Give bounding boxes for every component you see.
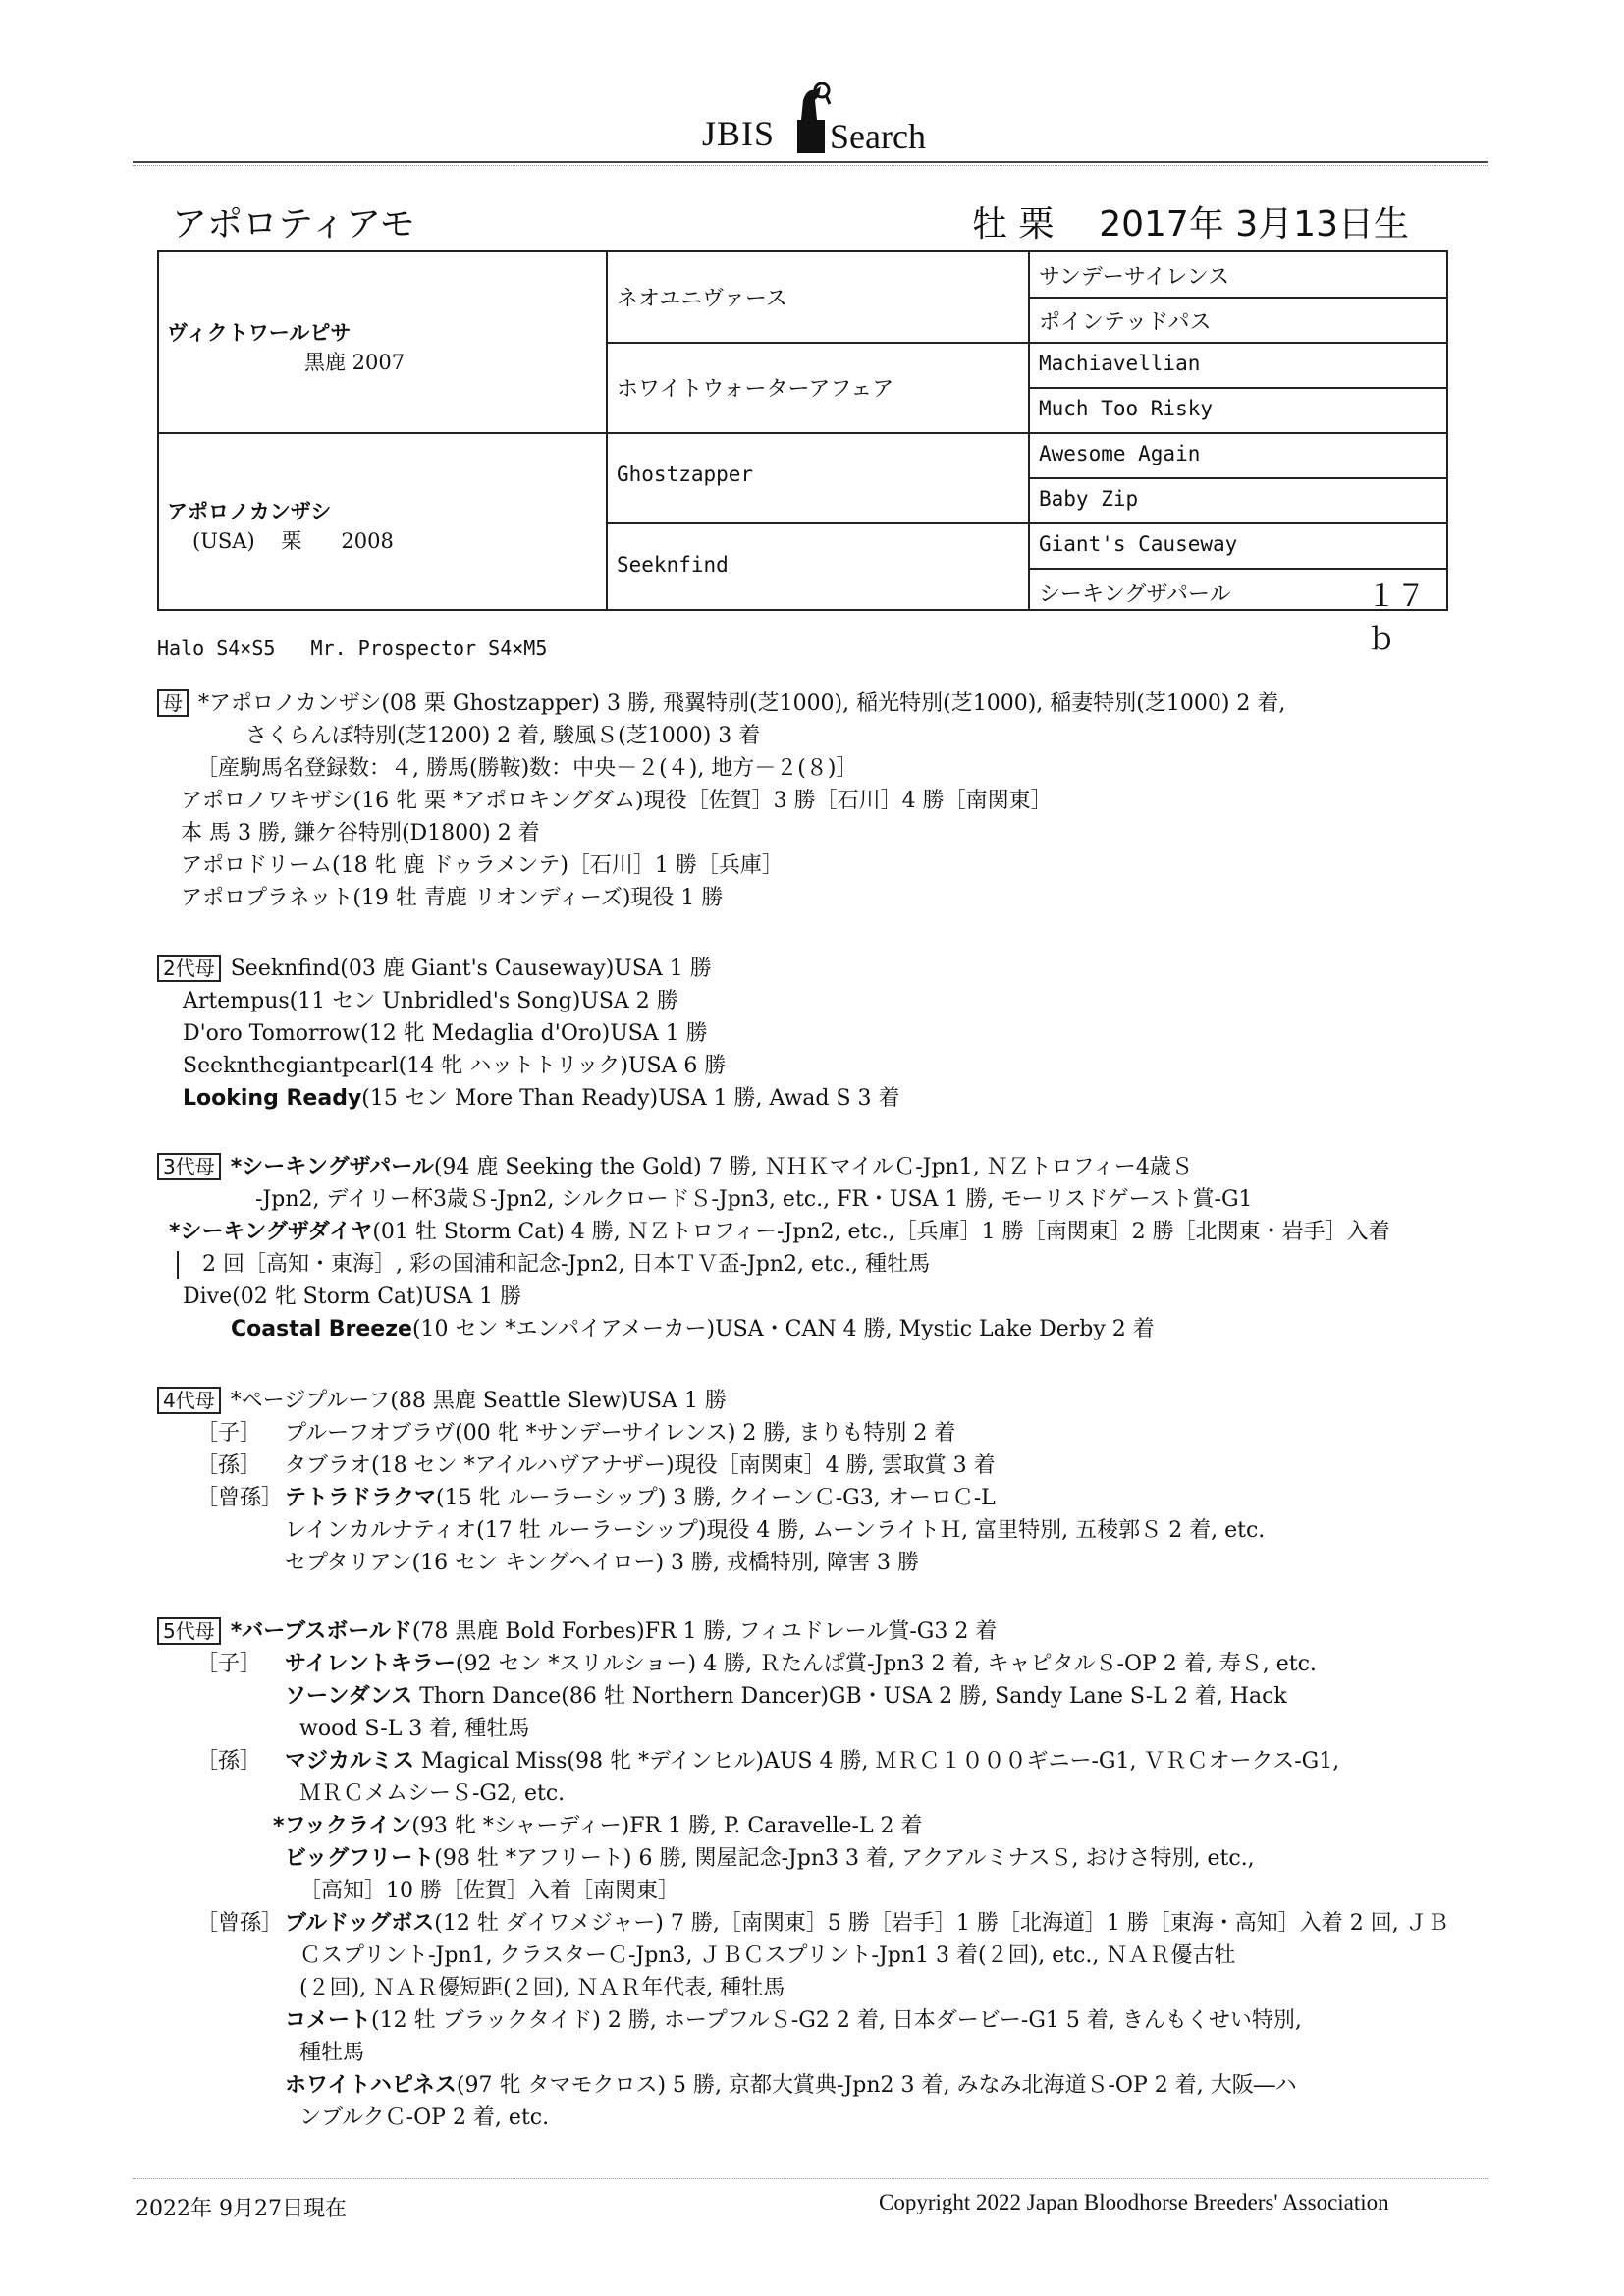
gen5-l10-rest: (12 牡 ダイワメジャー) 7 勝,［南関東］5 勝［岩手］1 勝［北海道］1 勝［東海・高知］入着 2 回, ＪＢ <box>434 1911 1449 1936</box>
gen5-tag: 5代母 <box>157 1617 221 1645</box>
gen4-line-6: セプタリアン(16 セン キングヘイロー) 3 勝, 戎橋特別, 障害 3 勝 <box>285 1551 920 1575</box>
header-rule-dotted <box>133 165 1488 166</box>
footer-copyright: Copyright 2022 Japan Bloodhorse Breeders' Association <box>879 2190 1389 2214</box>
horse-name: アポロティアモ <box>172 204 415 245</box>
gen5-himago-label: ［曾孫］ <box>196 1911 284 1936</box>
logo-search-text: Search <box>830 117 926 156</box>
gen5-l5-bold: マジカルミス <box>285 1749 415 1774</box>
gen3-3: Machiavellian <box>1039 352 1201 375</box>
dam-detail: (USA) 栗 2008 <box>192 529 394 553</box>
dam-line-5: 本 馬 3 勝, 鎌ケ谷特別(D1800) 2 着 <box>181 821 540 846</box>
dam-name: アポロノカンザシ <box>167 500 332 523</box>
sire-detail: 黒鹿 2007 <box>304 351 406 374</box>
sire-cell <box>167 317 405 376</box>
gen3-line-5: Dive(02 牝 Storm Cat)USA 1 勝 <box>183 1285 522 1309</box>
dam-line-6: アポロドリーム(18 牝 鹿 ドゥラメンテ)［石川］1 勝［兵庫］ <box>181 853 784 878</box>
jbis-search-logo <box>702 69 957 167</box>
footer-rule <box>133 2178 1488 2179</box>
gen5-l15-rest: (97 牝 タマモクロス) 5 勝, 京都大賞典-Jpn2 3 着, みなみ北海道Ｓ-OP 2 着, 大阪―ハ <box>456 2073 1297 2098</box>
gen4-line-1: *ページプルーフ(88 黒鹿 Seattle Slew)USA 1 勝 <box>230 1389 727 1413</box>
gen2-line-2: Artempus(11 セン Unbridled's Song)USA 2 勝 <box>183 989 678 1013</box>
gen3-line-4: 2 回［高知・東海］, 彩の国浦和記念-Jpn2, 日本ＴＶ盃-Jpn2, etc., 種牡馬 <box>202 1252 931 1277</box>
gen5-l2-bold: サイレントキラー <box>285 1652 456 1676</box>
gen5-l2-rest: (92 セン *スリルショー) 4 勝, Ｒたんぱ賞-Jpn3 2 着, キャピタルＳ-OP 2 着, 寿Ｓ, etc. <box>455 1652 1317 1676</box>
gen5-l3-bold: ソーンダンス <box>285 1684 413 1709</box>
gen5-line-9: ［高知］10 勝［佐賀］入着［南関東］ <box>299 1879 679 1903</box>
dam-tag: 母 <box>157 689 189 717</box>
gen5-l8-rest: (98 牡 *アフリート) 6 勝, 関屋記念-Jpn3 3 着, アクアルミナスＳ, おけさ特別, etc., <box>434 1846 1255 1871</box>
gen2-bold-rest: (15 セン More Than Ready)USA 1 勝, Awad S 3 着 <box>361 1086 900 1111</box>
gen3-tag: 3代母 <box>157 1153 221 1180</box>
gen4-tag: 4代母 <box>157 1387 221 1414</box>
dam-line-3: ［産駒馬名登録数：４, 勝馬(勝鞍)数：中央－２(４), 地方－２(８)］ <box>196 756 858 781</box>
dam-line-2: さくらんぼ特別(芝1200) 2 着, 駿風Ｓ(芝1000) 3 着 <box>245 724 761 748</box>
gen4-ko-label: ［子］ <box>196 1421 262 1446</box>
gen5-l13-rest: (12 牡 ブラックタイド) 2 勝, ホープフルＳ-G2 2 着, 日本ダービー-G1 5 着, きんもくせい特別, <box>371 2008 1302 2033</box>
gen3-l3-rest: (01 牡 Storm Cat) 4 勝, ＮＺトロフィー-Jpn2, etc.,［兵庫］1 勝［南関東］2 勝［北関東・岩手］入着 <box>372 1220 1390 1244</box>
gen5-l7-bold: *フックライン <box>273 1814 412 1838</box>
gen3-l3-bold: *シーキングザダイヤ <box>169 1220 373 1244</box>
gen3-l1-rest: (94 鹿 Seeking the Gold) 7 勝, ＮＨＫマイルＣ-Jpn1, ＮＺトロフィー4歳Ｓ <box>433 1155 1193 1179</box>
gen2-line-4: Seeknthegiantpearl(14 牝 ハットトリック)USA 6 勝 <box>183 1054 727 1078</box>
gen5-l7-rest: (93 牝 *シャーディー)FR 1 勝, P. Caravelle-L 2 着 <box>411 1814 923 1838</box>
gen2-sire-sire: ネオユニヴァース <box>617 287 787 311</box>
gen5-line-6: ＭＲＣメムシーＳ-G2, etc. <box>299 1781 566 1806</box>
gen3-l1-bold: *シーキングザパール <box>230 1155 434 1179</box>
gen2-line-3: D'oro Tomorrow(12 牝 Medaglia d'Oro)USA 1 勝 <box>183 1021 708 1046</box>
gen2-dam-section <box>157 953 900 1115</box>
gen5-line-14: 種牡馬 <box>299 2041 365 2065</box>
gen5-l8-bold: ビッグフリート <box>285 1846 435 1871</box>
footer-date: 2022年 9月27日現在 <box>135 2197 347 2221</box>
gen5-l15-bold: ホワイトハピネス <box>285 2073 457 2098</box>
header-rule <box>133 161 1488 163</box>
sire-name: ヴィクトワールピサ <box>167 321 352 345</box>
gen5-mago-label: ［孫］ <box>196 1749 262 1774</box>
gen4-line-5: レインカルナティオ(17 牡 ルーラーシップ)現役 4 勝, ムーンライトＨ, 富里特別, 五稜郭Ｓ 2 着, etc. <box>285 1518 1266 1543</box>
gen3-6: Baby Zip <box>1039 487 1139 511</box>
gen5-l10-bold: ブルドッグボス <box>285 1911 435 1936</box>
inbreeding-note: Halo S4×S5 Mr. Prospector S4×M5 <box>157 636 548 660</box>
gen5-l13-bold: コメート <box>285 2008 372 2033</box>
dam-line-7: アポロプラネット(19 牡 青鹿 リオンディーズ)現役 1 勝 <box>181 886 724 910</box>
gen5-l1-bold: *バーブスボールド <box>230 1619 412 1644</box>
gen3-5: Awesome Again <box>1039 442 1201 465</box>
gen2-tag: 2代母 <box>157 955 221 982</box>
gen2-dam-sire: Ghostzapper <box>617 463 754 486</box>
gen3-line-2: -Jpn2, デイリー杯3歳Ｓ-Jpn2, シルクロードＳ-Jpn3, etc., FR・USA 1 勝, モーリスドゲースト賞-G1 <box>255 1187 1253 1212</box>
gen3-8: シーキングザパール <box>1039 582 1231 607</box>
gen2-bold-name: Looking Ready <box>183 1086 362 1111</box>
gen5-dam-section <box>157 1615 1449 2134</box>
gen4-l4-rest: (15 牝 ルーラーシップ) 3 勝, クイーンＣ-G3, オーロＣ-L <box>436 1486 996 1510</box>
gen5-line-16: ンブルクＣ-OP 2 着, etc. <box>299 2105 550 2130</box>
gen5-line-4: wood S-L 3 着, 種牡馬 <box>299 1717 530 1741</box>
gen3-dam-section <box>157 1151 1390 1345</box>
dam-cell <box>167 496 394 555</box>
gen5-ko-label: ［子］ <box>196 1652 262 1676</box>
gen5-line-11: Ｃスプリント-Jpn1, クラスターＣ-Jpn3, ＪＢＣスプリント-Jpn1 3 着(２回), etc., ＮＡＲ優古牡 <box>299 1943 1236 1968</box>
dam-line-1: *アポロノカンザシ(08 栗 Ghostzapper) 3 勝, 飛翼特別(芝1000), 稲光特別(芝1000), 稲妻特別(芝1000) 2 着, <box>198 691 1286 716</box>
gen3-7: Giant's Causeway <box>1039 532 1238 556</box>
gen2-dam-dam: Seeknfind <box>617 553 729 576</box>
gen4-himago-label: ［曾孫］ <box>196 1486 284 1510</box>
dam-line-4: アポロノワキザシ(16 牝 栗 *アポロキングダム)現役［佐賀］3 勝［石川］4 勝［南関東］ <box>181 789 1053 813</box>
gen5-l1-rest: (78 黒鹿 Bold Forbes)FR 1 勝, フィユドレール賞-G3 2 着 <box>411 1619 998 1644</box>
gen5-l5-rest: Magical Miss(98 牝 *デインヒル)AUS 4 勝, ＭＲＣ１０００ギニー-G1, ＶＲＣオークス-G1, <box>414 1749 1340 1774</box>
gen3-4: Much Too Risky <box>1039 397 1214 420</box>
horse-bucket-icon <box>793 79 831 157</box>
gen2-line-1: Seeknfind(03 鹿 Giant's Causeway)USA 1 勝 <box>230 957 712 981</box>
gen4-line-3: タブラオ(18 セン *アイルハヴアナザー)現役［南関東］4 勝, 雲取賞 3 着 <box>285 1453 996 1478</box>
gen5-l3-rest: Thorn Dance(86 牡 Northern Dancer)GB・USA 2 勝, Sandy Lane S-L 2 着, Hack <box>412 1684 1287 1709</box>
horse-info: 牡 栗 2017年 3月13日生 <box>972 204 1409 245</box>
gen3-2: ポインテッドパス <box>1039 310 1212 335</box>
gen3-1: サンデーサイレンス <box>1039 265 1230 290</box>
gen5-line-12: (２回), ＮＡＲ優短距(２回), ＮＡＲ年代表, 種牡馬 <box>299 1976 785 2000</box>
gen4-dam-section <box>157 1385 1265 1579</box>
gen2-sire-dam: ホワイトウォーターアフェア <box>617 377 894 402</box>
gen4-mago-label: ［孫］ <box>196 1453 262 1478</box>
gen4-line-2: プルーフオブラヴ(00 牝 *サンデーサイレンス) 2 勝, まりも特別 2 着 <box>285 1421 956 1446</box>
logo-jbis-text: JBIS <box>702 114 776 153</box>
gen3-l6-bold: Coastal Breeze <box>231 1317 412 1341</box>
family-number: １７ｂ <box>1367 579 1426 657</box>
gen4-l4-bold: テトラドラクマ <box>285 1486 437 1510</box>
gen3-l6-rest: (10 セン *エンパイアメーカー)USA・CAN 4 勝, Mystic Lake Derby 2 着 <box>411 1317 1155 1341</box>
dam-section <box>157 687 1285 914</box>
